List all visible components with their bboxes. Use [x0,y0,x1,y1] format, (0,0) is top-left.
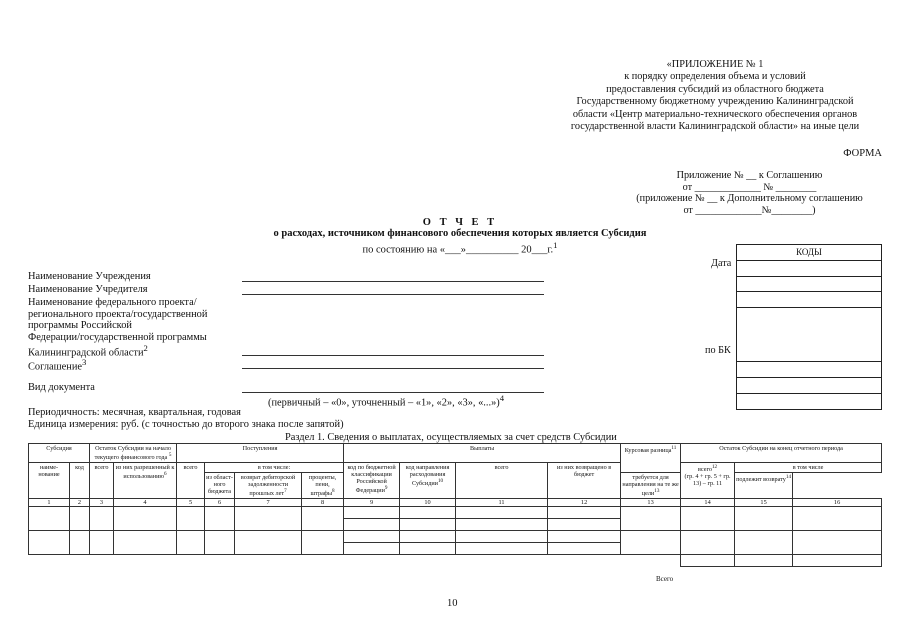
doc-type-note [268,393,504,409]
agreement-line: от _____________ № ________ [682,181,817,193]
total-label: Всего [656,575,674,583]
report-date-line [200,240,720,256]
header-line: к порядку определения объема и условий [624,71,806,83]
cell [548,531,621,543]
col-num: 6 [205,499,235,507]
appendix-header [550,59,880,133]
th-returned: из них возвращено в бюджет [548,463,621,499]
header-line: государственной власти Калининградской области» на иные цели [570,121,860,133]
col-num: 1 [29,499,70,507]
col-num: 5 [177,499,205,507]
th-needed [621,473,681,499]
cell [400,519,456,531]
cell [235,507,302,531]
payments-table [28,443,882,567]
project-label-line: регионального проекта/государственной [28,308,208,320]
footnote-mark: 3 [82,357,87,367]
cell [344,543,400,555]
agreement-line: от _____________№________) [683,204,816,216]
th-allowed [114,463,177,499]
cell [344,519,400,531]
column-number-row [29,499,882,507]
cell [70,531,90,555]
th-text: подлежит возврату [736,476,786,484]
cell [681,531,735,555]
header-line: «ПРИЛОЖЕНИЕ № 1 [666,59,764,70]
th-text: проценты, пени, штрафы [308,474,337,498]
col-num: 13 [621,499,681,507]
th-payments: Выплаты [344,444,621,463]
periodicity: Периодичность: месячная, квартальная, годовая [28,407,241,418]
th-including-end: в том числе [735,463,882,473]
footnote-mark: 7 [284,488,287,495]
th-rate-diff [621,444,681,473]
footnote-mark: 1 [553,239,558,250]
report-title-block [200,217,720,255]
project-label [28,297,207,359]
footnote-mark: 11 [671,445,677,451]
page-number: 10 [447,598,458,609]
cell [29,507,70,531]
cell [114,507,177,531]
table-row [29,531,882,543]
th-formula: (гр. 4 + гр. 5 + гр. 13) – гр. 11 [684,473,731,488]
cell [114,531,177,555]
th-text: из них разрешенный к использованию [115,464,175,481]
bk-label: по БК [705,345,731,356]
cell [621,531,681,555]
cell [735,507,793,531]
section-title: Раздел 1. Сведения о выплатах, осуществляемых за счет средств Субсидии [285,432,617,443]
cell [344,507,400,519]
agreement-line-rule [242,368,544,369]
cell [400,507,456,519]
cell [548,519,621,531]
col-num: 15 [735,499,793,507]
project-line [242,355,544,356]
header-line: области «Центр материально-технического обеспечения органов [572,108,858,120]
cell [302,507,344,531]
cell [456,531,548,543]
cell [735,555,793,567]
project-label-line: Наименование федерального проекта/ [28,297,197,308]
agreement-line: (приложение № __ к Дополнительному соглашению [636,193,863,205]
cell [29,531,70,555]
col-num: 14 [681,499,735,507]
total-row [29,555,882,567]
th-from-region: из област-ного бюджета [205,473,235,499]
cell [177,531,205,555]
cell [235,531,302,555]
agreement-line: Приложение № __ к Соглашению [676,170,823,181]
project-label-line: программы Российской [28,320,132,331]
col-num: 2 [70,499,90,507]
codes-cell [737,308,882,362]
founder-line [242,294,544,295]
cell [548,507,621,519]
total-spacer [29,555,681,567]
th-balance-start [90,444,177,463]
th-interest [302,473,344,499]
cell [681,555,735,567]
doc-type-label: Вид документа [28,382,95,393]
date-label: Дата [711,258,732,269]
th-name: наиме-нование [29,463,70,499]
cell [205,507,235,531]
th-text: возврат дебиторской задолженности прошлых лет [240,474,296,498]
cell [621,507,681,531]
cell [177,507,205,531]
agreement-reference [612,170,887,216]
report-subtitle: о расходах, источником финансового обеспечения которых является Субсидия [273,228,647,240]
cell [302,531,344,555]
cell [400,543,456,555]
agreement-label [28,357,86,373]
header-line: предоставления субсидий из областного бюджета [606,83,824,95]
th-text: код по бюджетной классификации Российской Федерации [347,464,396,495]
codes-cell-date [737,260,882,276]
th-subsidy: Субсидия [29,444,90,463]
col-num: 11 [456,499,548,507]
report-title: О Т Ч Е Т [422,217,498,228]
date-line-text: по состоянию на «___»__________ 20___г. [362,244,554,256]
col-num: 12 [548,499,621,507]
cell [793,531,882,555]
footnote-mark: 10 [437,478,444,485]
cell [456,507,548,519]
footnote-mark: 13 [654,488,660,495]
th-text: требуется для направления на те же цели [622,474,679,498]
institution-line [242,281,544,282]
th-text: Курсовая разница [624,447,672,455]
footnote-mark: 14 [785,474,792,481]
th-balance-end: Остаток Субсидии на конец отчетного периода [681,444,882,463]
footnote-mark: 12 [711,464,718,471]
founder-label: Наименование Учредителя [28,284,148,295]
agreement-text: Соглашение [28,361,83,373]
th-code: код [70,463,90,499]
footnote-mark: 9 [384,485,388,492]
region-text: Калининградской области [28,347,144,359]
cell [205,531,235,555]
table-row [29,507,882,519]
cell [793,555,882,567]
th-text: Остаток Субсидии на начало текущего финансового года [94,445,171,462]
codes-cell [737,393,882,409]
cell [456,519,548,531]
codes-cell [737,377,882,393]
codes-cell [737,292,882,308]
footnote-mark: 6 [164,471,167,478]
footnote-mark: 2 [143,343,148,353]
th-text: код направления расходования Субсидии [405,464,450,488]
cell [456,543,548,555]
th-bk-code [344,463,400,499]
codes-cell-bk [737,362,882,378]
cell [90,507,114,531]
col-num: 10 [400,499,456,507]
col-num: 8 [302,499,344,507]
unit-of-measure: Единица измерения: руб. (с точностью до второго знака после запятой) [28,419,344,430]
cell [735,531,793,555]
th-to-return [735,473,793,499]
th-payments-total: всего [456,463,548,499]
cell [548,543,621,555]
cell [400,531,456,543]
th-including: в том числе: [205,463,344,473]
col-num: 3 [90,499,114,507]
project-label-line: Федерации/государственной программы [28,331,207,343]
footnote-mark: 8 [332,488,335,495]
header-line: Государственному бюджетному учреждению Калининградской [576,96,854,108]
th-receipts-total: всего [177,463,205,499]
form-label: ФОРМА [843,148,882,159]
th-text: всего [698,466,712,474]
codes-header: КОДЫ [737,245,882,261]
doc-type-note-text: (первичный – «0», уточненный – «1», «2», «3», «...») [268,397,500,409]
th-direction-code [400,463,456,499]
footnote-mark: 4 [499,393,505,403]
th-receipts: Поступления [177,444,344,463]
footnote-mark: 5 [168,452,172,458]
col-num: 7 [235,499,302,507]
codes-cell [737,276,882,292]
th-return-debt [235,473,302,499]
th-total: всего [90,463,114,499]
col-num: 9 [344,499,400,507]
codes-table [736,244,882,410]
institution-label: Наименование Учреждения [28,271,151,282]
cell [344,531,400,543]
cell [90,531,114,555]
th-end-total [681,463,735,499]
cell [70,507,90,531]
cell [793,507,882,531]
cell [681,507,735,531]
col-num: 4 [114,499,177,507]
col-num: 16 [793,499,882,507]
